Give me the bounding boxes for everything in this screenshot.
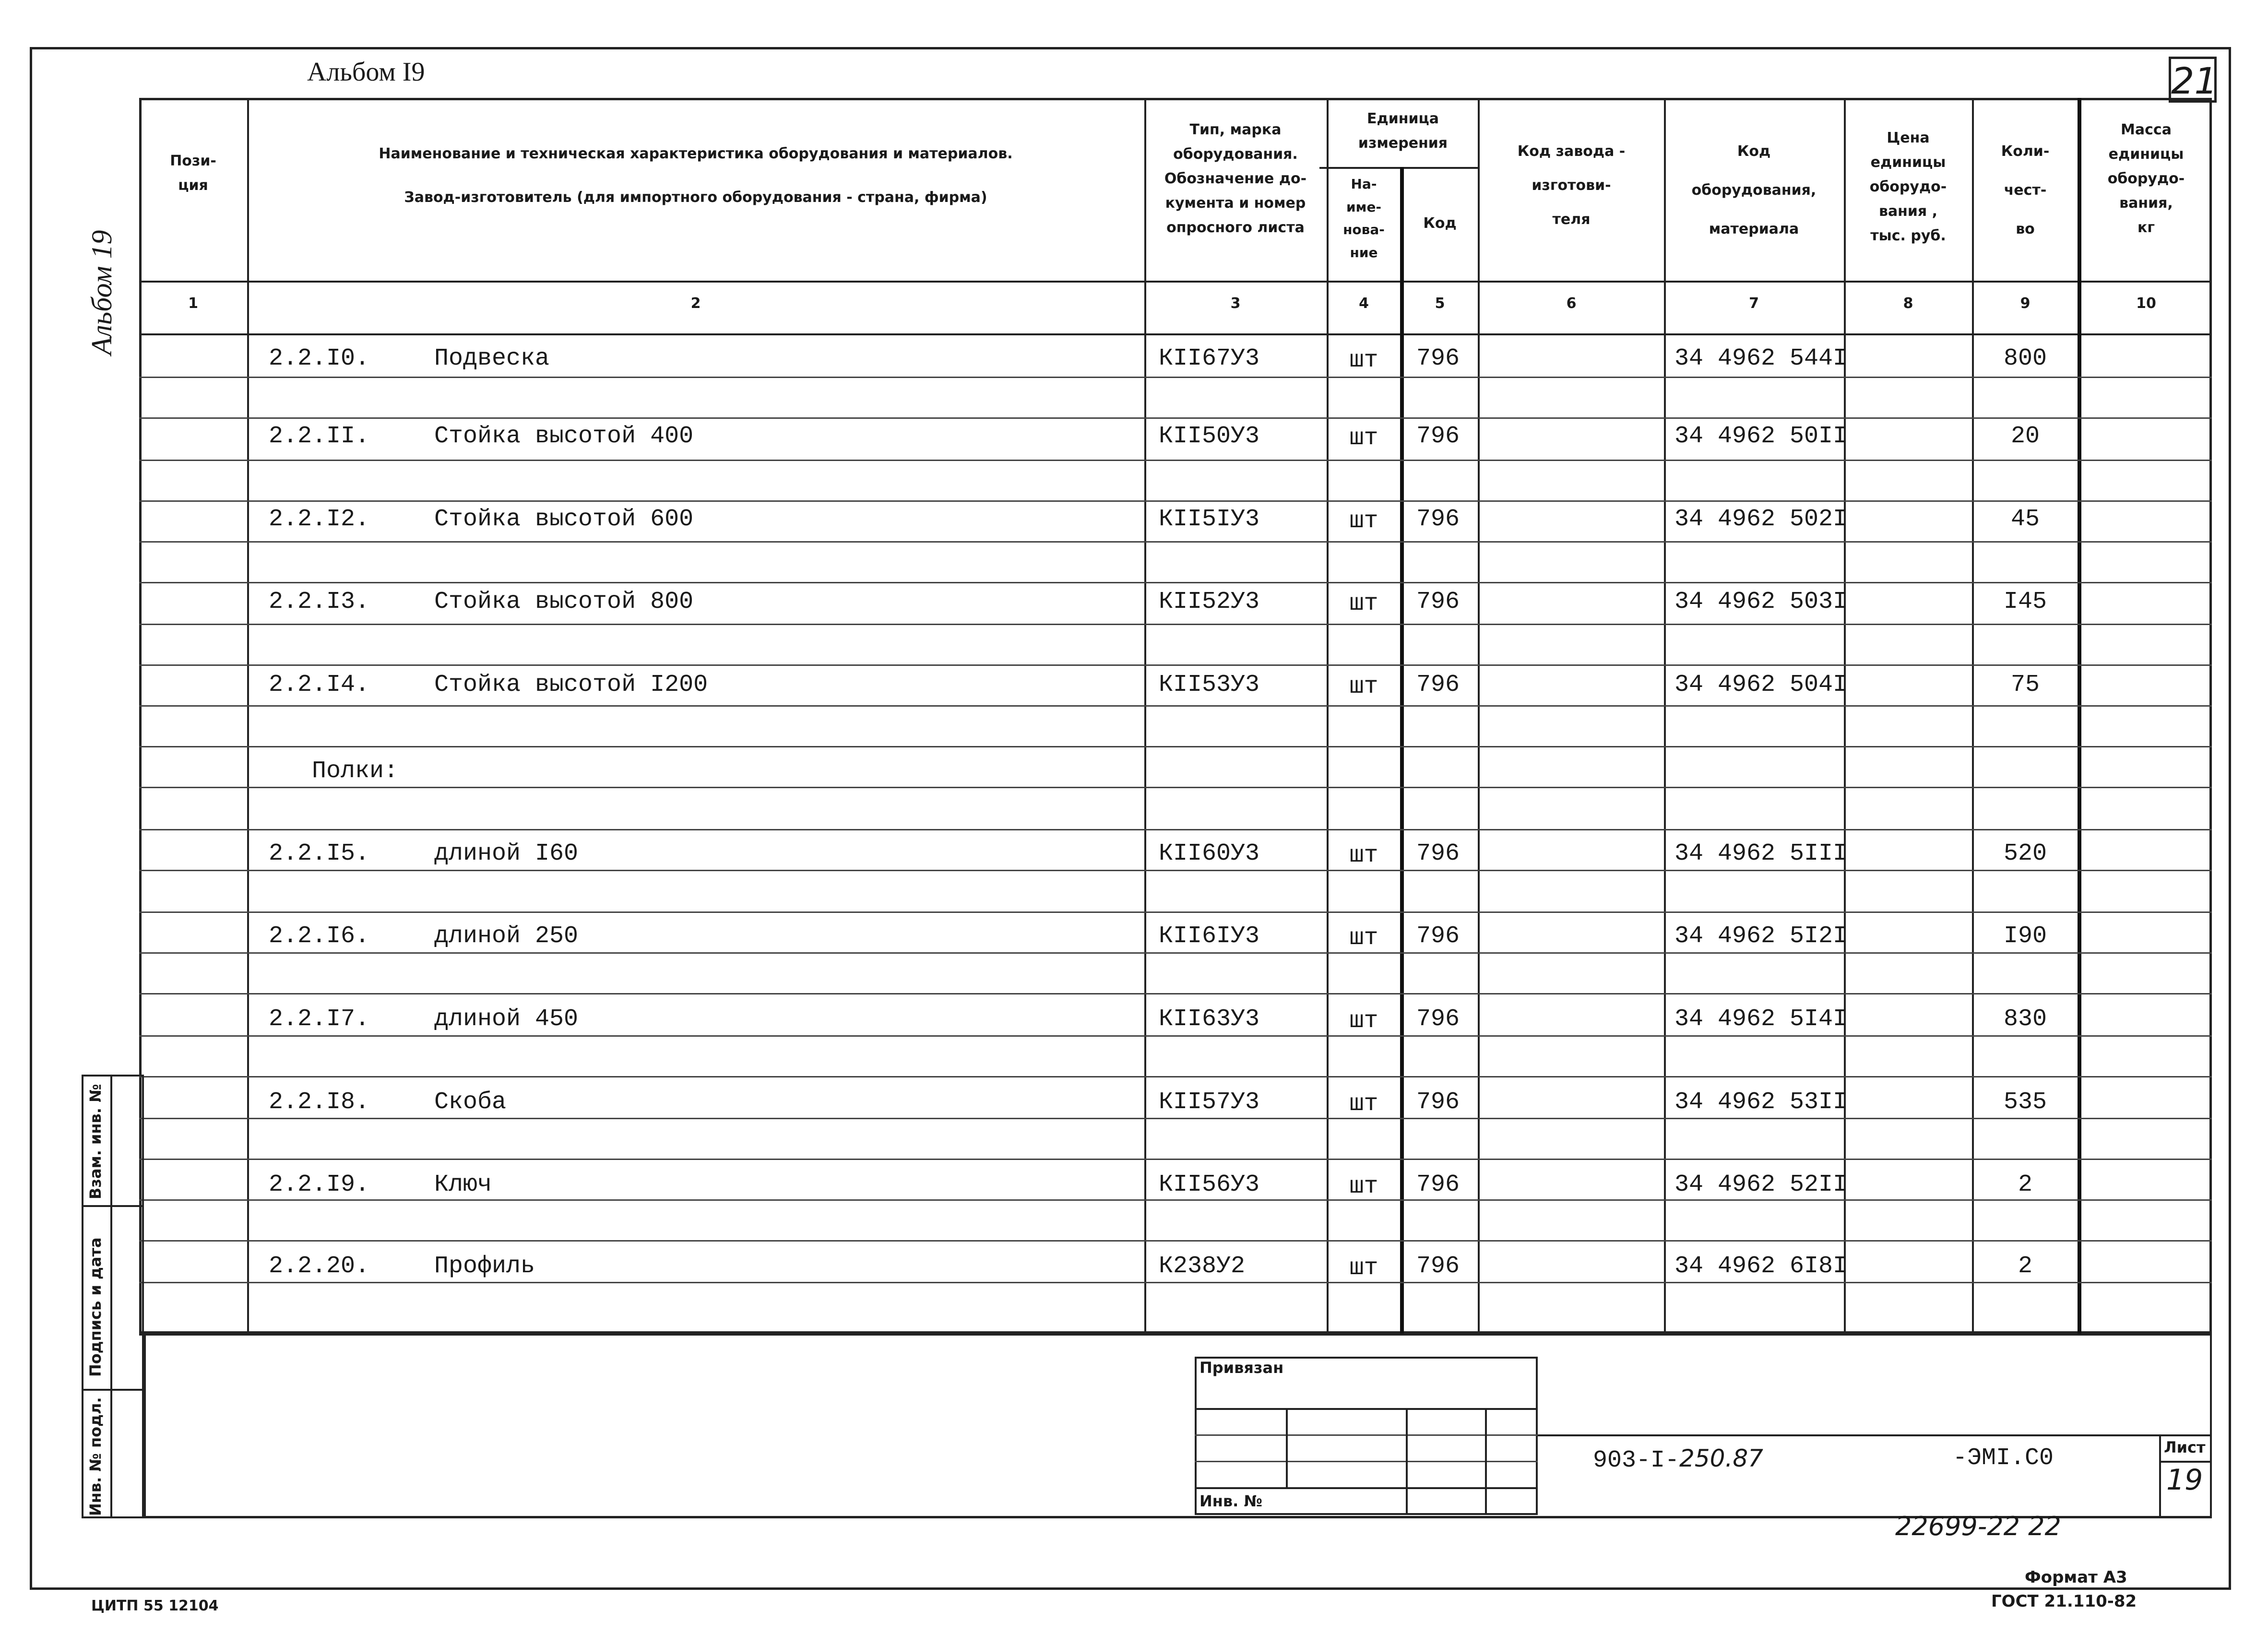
row-unit: шт	[1349, 673, 1378, 700]
album-title: Альбом I9	[307, 57, 425, 87]
row-name: длиной I60	[434, 840, 579, 867]
row-type: КII6IУ3	[1159, 923, 1260, 950]
row-unit-code: 796	[1416, 588, 1460, 615]
row-line	[139, 993, 2212, 994]
row-line	[139, 1118, 2212, 1119]
row-quantity: 800	[2003, 345, 2047, 372]
row-line	[139, 870, 2212, 871]
binding-col	[1485, 1408, 1487, 1515]
col-line-3	[1327, 98, 1329, 1334]
row-type: КII53У3	[1159, 671, 1260, 698]
row-type: КII56У3	[1159, 1171, 1260, 1198]
row-quantity: 520	[2003, 840, 2047, 867]
row-unit: шт	[1349, 924, 1378, 952]
row-equipment-code: 34 4962 544I	[1674, 345, 1848, 372]
row-line	[139, 1159, 2212, 1160]
col-number-8: 8	[1903, 295, 1913, 312]
row-unit: шт	[1349, 1007, 1378, 1035]
replacement-inventory-label: Взам. инв. №	[86, 1084, 105, 1199]
row-equipment-code: 34 4962 52II	[1674, 1171, 1848, 1198]
row-quantity: I45	[2003, 588, 2047, 615]
row-quantity: 2	[2018, 1171, 2032, 1198]
row-position: 2.2.I0.	[269, 345, 370, 372]
col-number-10: 10	[2136, 295, 2156, 312]
colnum-bottom-line	[139, 333, 2212, 335]
col-number-7: 7	[1749, 295, 1759, 312]
list-number: 19	[2166, 1463, 2203, 1497]
col-number-2: 2	[690, 295, 701, 312]
side-album-label: Альбом 19	[86, 230, 118, 355]
row-unit-code: 796	[1416, 671, 1460, 698]
gost-label: ГОСТ 21.110-82	[1991, 1592, 2137, 1611]
row-position: 2.2.20.	[269, 1253, 370, 1280]
row-quantity: 535	[2003, 1089, 2047, 1116]
row-line	[139, 787, 2212, 788]
row-unit: шт	[1349, 1090, 1378, 1118]
row-line	[139, 1035, 2212, 1037]
row-type: КII50У3	[1159, 423, 1260, 450]
header-unit-name: На- име- нова- ние	[1343, 176, 1385, 260]
row-type: КII67У3	[1159, 345, 1260, 372]
col-line-9	[2078, 98, 2081, 1334]
sheet-top-number: 21	[2169, 57, 2217, 103]
row-unit: шт	[1349, 347, 1378, 374]
row-name: Ключ	[434, 1171, 492, 1198]
row-equipment-code: 34 4962 503I	[1674, 588, 1848, 615]
row-equipment-code: 34 4962 504I	[1674, 671, 1848, 698]
row-unit: шт	[1349, 1173, 1378, 1200]
row-type: КII52У3	[1159, 588, 1260, 615]
col-number-3: 3	[1230, 295, 1241, 312]
row-equipment-code: 34 4962 5III	[1674, 840, 1848, 867]
row-equipment-code: 34 4962 53II	[1674, 1089, 1848, 1116]
col-number-1: 1	[188, 295, 198, 312]
row-type: КII60У3	[1159, 840, 1260, 867]
row-line	[139, 664, 2212, 666]
col-number-9: 9	[2020, 295, 2031, 312]
row-line	[139, 541, 2212, 543]
row-position: 2.2.II.	[269, 423, 370, 450]
col-line-8	[1972, 98, 1974, 1334]
row-name: Профиль	[434, 1253, 535, 1280]
row-line	[139, 1240, 2212, 1242]
col-line-7	[1844, 98, 1846, 1334]
row-line	[139, 829, 2212, 830]
row-line	[139, 746, 2212, 747]
row-line	[139, 624, 2212, 625]
row-unit: шт	[1349, 425, 1378, 452]
row-line	[139, 460, 2212, 461]
row-type: К238У2	[1159, 1253, 1246, 1280]
row-name: длиной 450	[434, 1006, 579, 1033]
col-number-5: 5	[1435, 295, 1445, 312]
row-position: 2.2.I9.	[269, 1171, 370, 1198]
header-price: Цена единицы оборудо- вания , тыс. руб.	[1869, 130, 1947, 244]
document-suffix: -ЭМI.С0	[1953, 1444, 2054, 1472]
row-position: 2.2.I3.	[269, 588, 370, 615]
row-line	[139, 1076, 2212, 1077]
row-line	[139, 377, 2212, 378]
original-inventory-label: Инв. № подл.	[86, 1397, 105, 1516]
row-name: Стойка высотой 600	[434, 506, 694, 533]
binding-label: Привязан	[1199, 1359, 1284, 1377]
header-factory-code: Код завода - изготови- теля	[1517, 143, 1626, 228]
document-code: 903-I-250.87	[1593, 1444, 1763, 1474]
col-line-6	[1664, 98, 1666, 1334]
row-equipment-code: 34 4962 6I8I	[1674, 1253, 1848, 1280]
row-line	[139, 952, 2212, 954]
row-unit-code: 796	[1416, 923, 1460, 950]
specification-table	[139, 98, 2212, 1334]
header-name: Наименование и техническая характеристика оборудования и материалов. Завод-изготовитель (для импортного оборудования - страна, фирма)	[379, 145, 1013, 206]
row-quantity: I90	[2003, 923, 2047, 950]
col-number-4: 4	[1359, 295, 1369, 312]
row-position: 2.2.I7.	[269, 1006, 370, 1033]
row-line	[139, 1282, 2212, 1283]
row-quantity: 45	[2010, 506, 2040, 533]
row-quantity: 2	[2018, 1253, 2032, 1280]
stamp-area	[144, 1334, 2212, 1518]
row-unit-code: 796	[1416, 345, 1460, 372]
signature-date-label: Подпись и дата	[86, 1237, 105, 1377]
inventory-number-label: Инв. №	[1199, 1492, 1262, 1510]
binding-col	[1406, 1408, 1408, 1515]
bottom-handwritten-number: 22699-22 22	[1895, 1511, 2061, 1541]
row-quantity: 20	[2010, 423, 2040, 450]
row-quantity: 75	[2010, 671, 2040, 698]
row-unit-code: 796	[1416, 423, 1460, 450]
row-unit: шт	[1349, 1254, 1378, 1282]
row-line	[139, 582, 2212, 583]
row-equipment-code: 34 4962 5I4I	[1674, 1006, 1848, 1033]
row-unit-code: 796	[1416, 1006, 1460, 1033]
row-unit-code: 796	[1416, 1171, 1460, 1198]
row-type: КII63У3	[1159, 1006, 1260, 1033]
row-name: длиной 250	[434, 923, 579, 950]
format-label: Формат А3	[2025, 1568, 2127, 1587]
list-label: Лист	[2164, 1438, 2206, 1456]
header-unit-code: Код	[1423, 215, 1457, 232]
header-equipment-code: Код оборудования, материала	[1691, 143, 1817, 237]
row-unit: шт	[1349, 842, 1378, 869]
row-unit-code: 796	[1416, 1089, 1460, 1116]
row-name: Стойка высотой 800	[434, 588, 694, 615]
row-position: 2.2.I2.	[269, 506, 370, 533]
col-line-1	[247, 98, 249, 1334]
header-position: Пози- ция	[170, 153, 216, 194]
row-equipment-code: 34 4962 50II	[1674, 423, 1848, 450]
left-margin-row	[82, 1389, 144, 1391]
row-equipment-code: 34 4962 5I2I	[1674, 923, 1848, 950]
row-unit-code: 796	[1416, 506, 1460, 533]
row-unit: шт	[1349, 590, 1378, 617]
citp-label: ЦИТП 55 12104	[91, 1598, 219, 1614]
row-position: 2.2.I6.	[269, 923, 370, 950]
left-margin-row	[82, 1205, 144, 1207]
header-type: Тип, марка оборудования. Обозначение до- кумента и номер опросного листа	[1164, 121, 1307, 236]
row-line	[139, 500, 2212, 502]
row-position: 2.2.I5.	[269, 840, 370, 867]
row-name: Скоба	[434, 1089, 507, 1116]
left-margin-line	[110, 1075, 112, 1518]
row-position: 2.2.I4.	[269, 671, 370, 698]
header-unit-group: Единица измерения	[1358, 110, 1448, 152]
col-line-2	[1144, 98, 1146, 1334]
row-unit-code: 796	[1416, 1253, 1460, 1280]
row-name: Стойка высотой 400	[434, 423, 694, 450]
section-header-shelves: Полки:	[312, 757, 399, 785]
row-name: Подвеска	[434, 345, 550, 372]
row-type: КII5IУ3	[1159, 506, 1260, 533]
row-type: КII57У3	[1159, 1089, 1260, 1116]
binding-col	[1286, 1408, 1288, 1487]
row-equipment-code: 34 4962 502I	[1674, 506, 1848, 533]
doc-code-top-line	[1538, 1434, 2212, 1436]
row-unit-code: 796	[1416, 840, 1460, 867]
col-line-5	[1478, 98, 1480, 1334]
header-quantity: Коли- чест- во	[2001, 143, 2050, 237]
row-line	[139, 417, 2212, 419]
header-mass: Масса единицы оборудо- вания, кг	[2107, 121, 2185, 236]
header-bottom-line	[139, 281, 2212, 283]
col-number-6: 6	[1566, 295, 1577, 312]
unit-group-line	[1319, 167, 1478, 169]
row-position: 2.2.I8.	[269, 1089, 370, 1116]
row-unit: шт	[1349, 508, 1378, 535]
row-line	[139, 911, 2212, 913]
row-line	[139, 705, 2212, 707]
list-box-line	[2159, 1461, 2212, 1463]
row-quantity: 830	[2003, 1006, 2047, 1033]
row-name: Стойка высотой I200	[434, 671, 708, 698]
row-line	[139, 1199, 2212, 1201]
